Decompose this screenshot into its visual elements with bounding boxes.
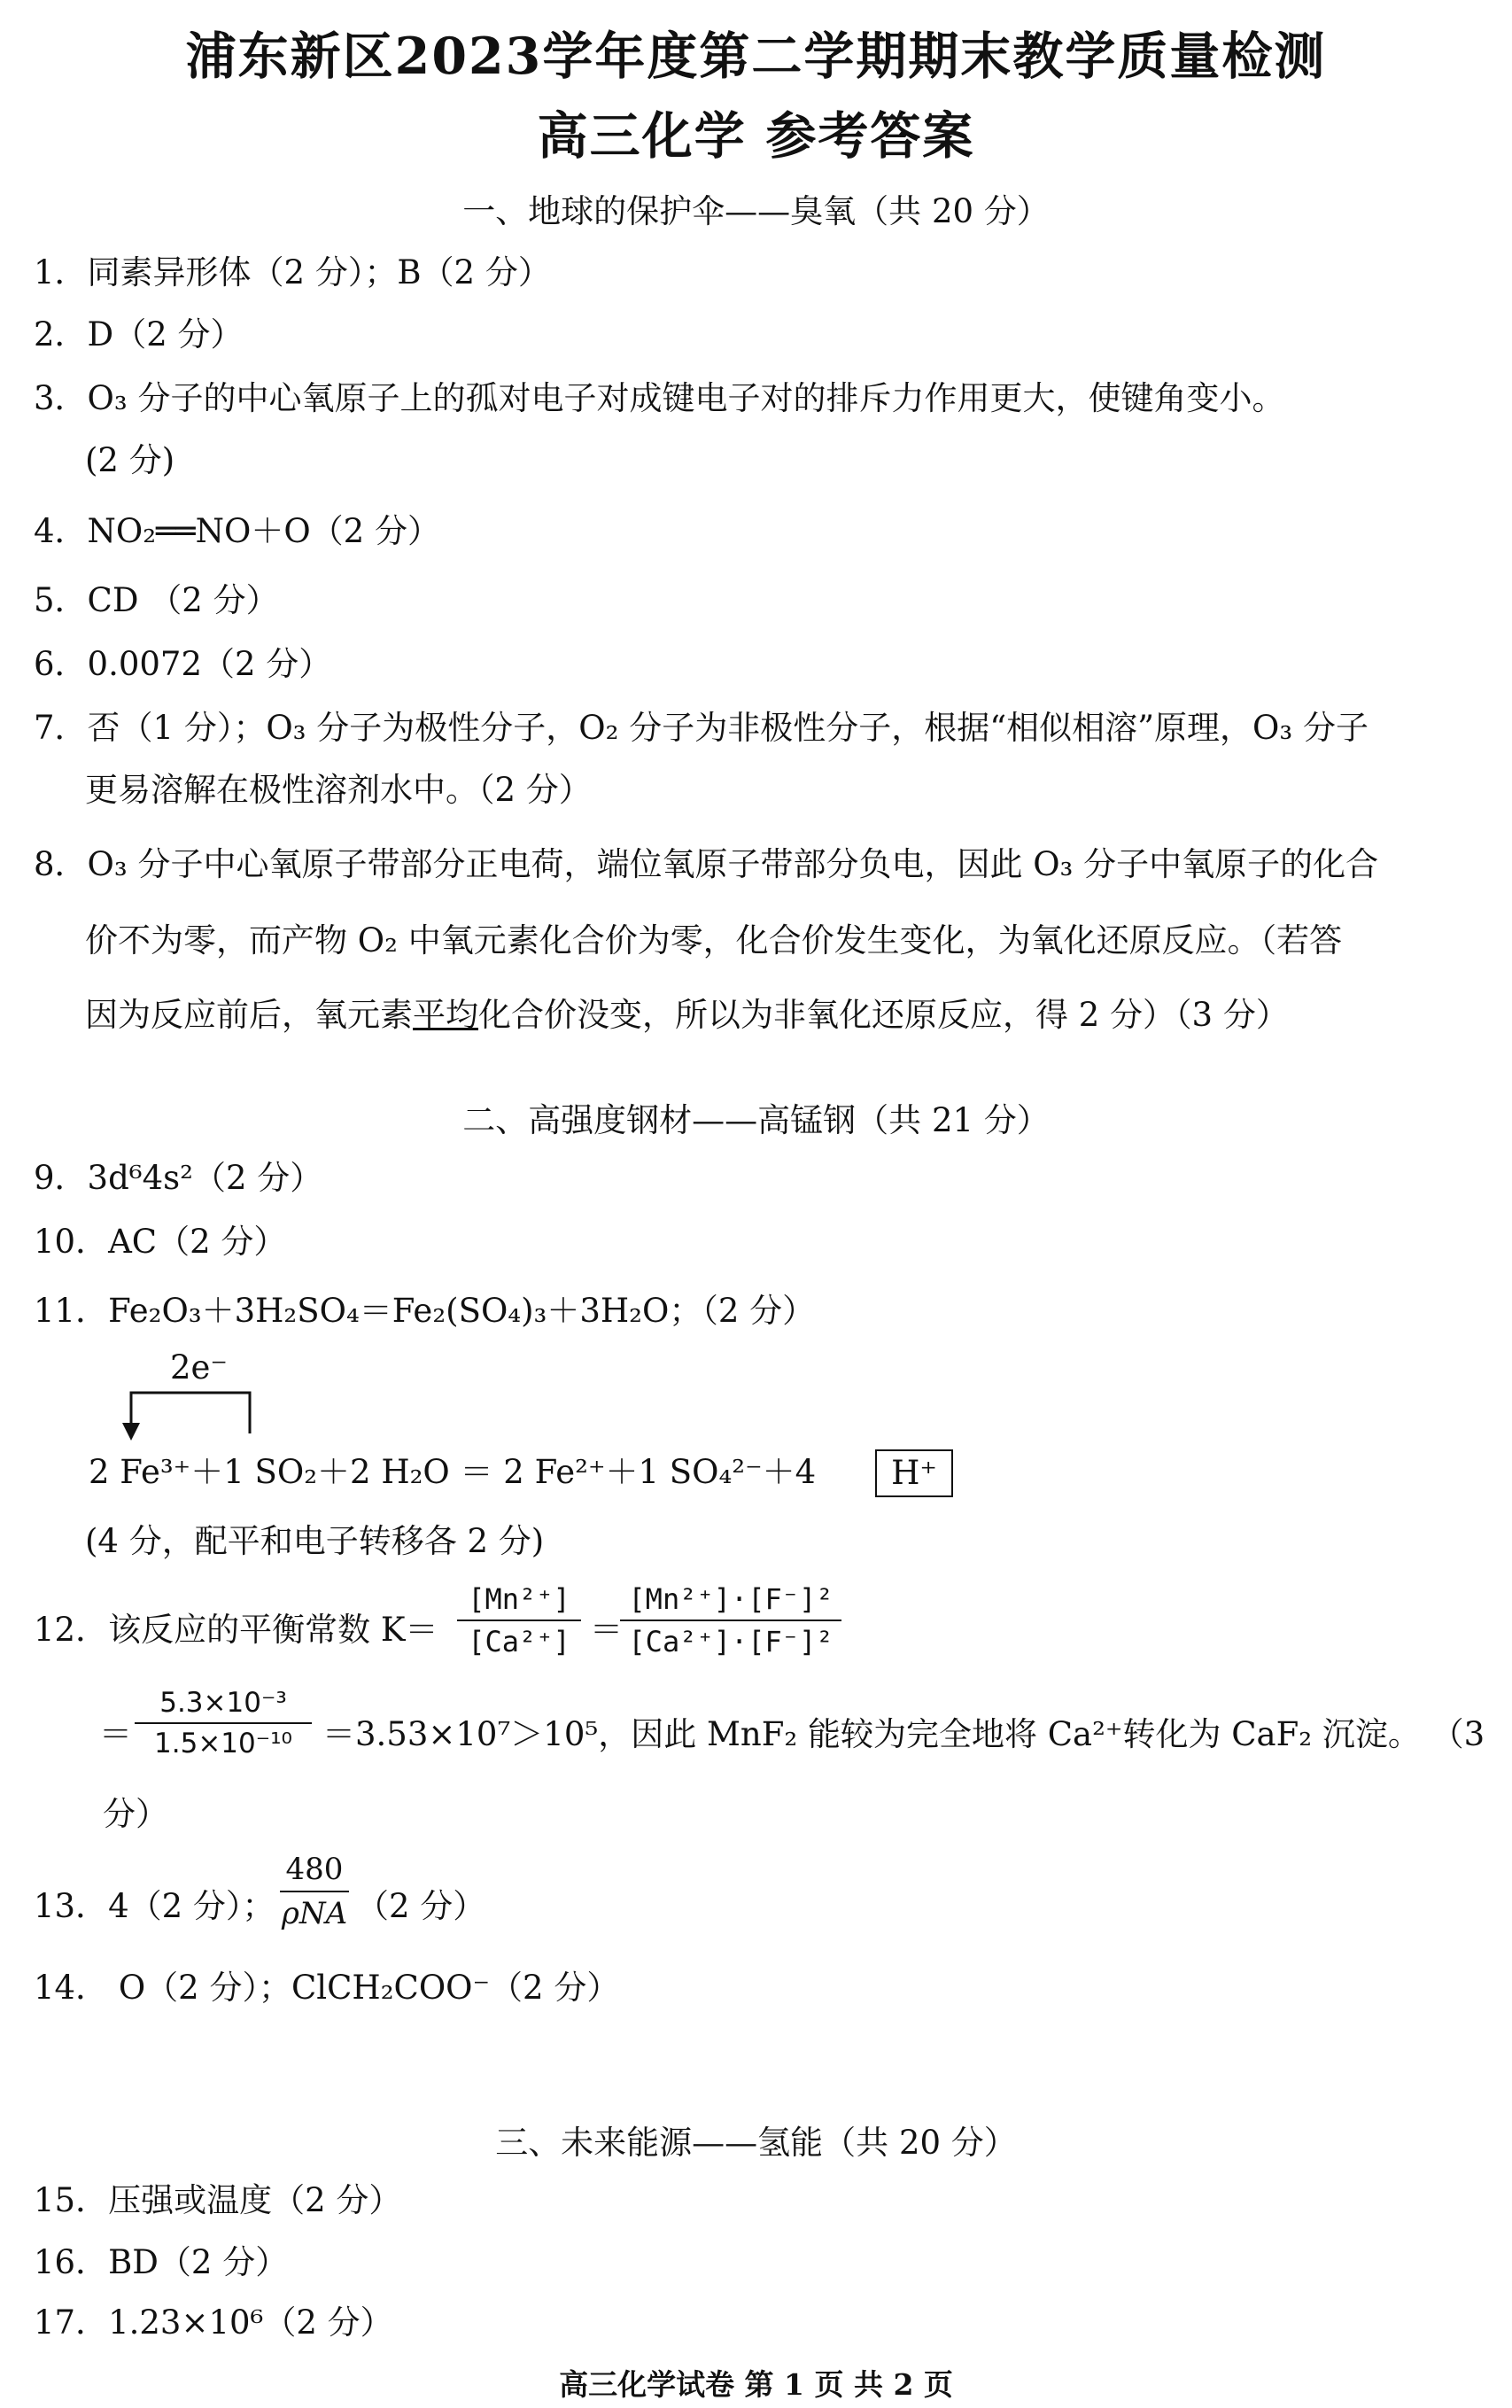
- fraction-1-numerator: [Mn²⁺]: [468, 1582, 570, 1616]
- answer-5: 5．CD （2 分）: [34, 581, 279, 619]
- answer-7-line-2: 更易溶解在极性溶剂水中。（2 分）: [85, 771, 592, 809]
- balanced-redox-equation: 2 Fe³⁺＋1 SO₂＋2 H₂O ＝ 2 Fe²⁺＋1 SO₄²⁻＋4: [89, 1453, 817, 1491]
- fraction-1-denominator: [Ca²⁺]: [468, 1625, 570, 1658]
- equilibrium-fraction-1: [457, 1582, 581, 1658]
- answer-10: 10．AC（2 分）: [34, 1223, 287, 1261]
- answer-14: 14． O（2 分）；ClCH₂COO⁻（2 分）: [34, 1969, 620, 2007]
- hydrogen-ion-box: H⁺: [875, 1449, 953, 1497]
- document-subtitle: 高三化学 参考答案: [537, 106, 975, 166]
- answer-8-line-3: [85, 996, 1289, 1035]
- numeric-fraction-denominator: 1.5×10⁻¹⁰: [154, 1728, 292, 1759]
- answer-15: 15．压强或温度（2 分）: [34, 2181, 402, 2219]
- density-fraction-bar: [280, 1891, 349, 1892]
- section-heading-2: 二、高强度钢材——高锰钢（共 21 分）: [462, 1101, 1050, 1139]
- answer-12-line-2: ＝3.53×10⁷＞10⁵，因此 MnF₂ 能较为完全地将 Ca²⁺转化为 CaF₂ 沉淀。 （3: [322, 1715, 1485, 1753]
- answer-12-equals: ＝: [590, 1611, 623, 1649]
- fraction-1-bar: [457, 1620, 581, 1621]
- equilibrium-fraction-2: [620, 1582, 841, 1658]
- answer-12-line-3: 分）: [103, 1795, 168, 1833]
- numeric-fraction-bar: [135, 1722, 312, 1724]
- answer-9: 9．3d⁶4s²（2 分）: [34, 1159, 323, 1197]
- density-fraction: [280, 1852, 349, 1931]
- answer-8-line-2: 价不为零，而产物 O₂ 中氧元素化合价为零，化合价发生变化，为氧化还原反应。（若答: [85, 921, 1343, 959]
- fraction-2-denominator: [Ca²⁺]·[F⁻]²: [628, 1625, 834, 1658]
- answer-3-line-1: 3．O₃ 分子的中心氧原子上的孤对电子对成键电子对的排斥力作用更大，使键角变小。: [34, 379, 1285, 417]
- electron-transfer-arrow: [115, 1389, 257, 1442]
- answer-12-prefix: 12．该反应的平衡常数 K＝: [34, 1611, 438, 1649]
- electron-transfer-label: 2e⁻: [170, 1348, 228, 1387]
- answer-12-line-2-equals: ＝: [99, 1715, 132, 1753]
- answer-8-line-3-part-c: 化合价没变，所以为非氧化还原反应，得 2 分）（3 分）: [478, 996, 1289, 1034]
- answer-4: 4．NO₂══NO＋O（2 分）: [34, 512, 440, 550]
- numeric-fraction-numerator: 5.3×10⁻³: [159, 1687, 287, 1719]
- answer-8-underlined-average: 平均: [413, 996, 478, 1034]
- document-title: 浦东新区2023学年度第二学期期末教学质量检测: [185, 27, 1327, 86]
- answer-16: 16．BD（2 分）: [34, 2243, 289, 2281]
- density-fraction-denominator: ρNA: [281, 1896, 348, 1931]
- answer-11-note: (4 分，配平和电子转移各 2 分): [85, 1522, 545, 1560]
- density-fraction-numerator: 480: [285, 1852, 344, 1887]
- page-footer: 高三化学试卷 第 1 页 共 2 页: [559, 2367, 953, 2402]
- answer-13-prefix: 13．4（2 分）；: [34, 1887, 275, 1925]
- fraction-2-bar: [620, 1620, 841, 1621]
- answer-3-line-2: (2 分): [85, 441, 175, 479]
- section-heading-1: 一、地球的保护伞——臭氧（共 20 分）: [462, 192, 1050, 230]
- answer-17: 17．1.23×10⁶（2 分）: [34, 2303, 393, 2342]
- answer-11: 11．Fe₂O₃＋3H₂SO₄＝Fe₂(SO₄)₃＋3H₂O；（2 分）: [34, 1292, 816, 1330]
- numeric-fraction: [135, 1687, 312, 1759]
- section-heading-3: 三、未来能源——氢能（共 20 分）: [495, 2124, 1017, 2162]
- answer-13-suffix: （2 分）: [356, 1887, 486, 1925]
- fraction-2-numerator: [Mn²⁺]·[F⁻]²: [628, 1582, 834, 1616]
- answer-7-line-1: 7．否（1 分）；O₃ 分子为极性分子，O₂ 分子为非极性分子，根据“相似相溶”原理，O₃ 分子: [34, 709, 1369, 747]
- answer-2: 2．D（2 分）: [34, 315, 244, 353]
- answer-6: 6．0.0072（2 分）: [34, 645, 332, 683]
- answer-8-line-1: 8．O₃ 分子中心氧原子带部分正电荷，端位氧原子带部分负电，因此 O₃ 分子中氧原子的化合: [34, 845, 1379, 883]
- answer-8-line-3-part-a: 因为反应前后，氧元素: [85, 996, 413, 1034]
- answer-1: 1．同素异形体（2 分）；B（2 分）: [34, 253, 551, 291]
